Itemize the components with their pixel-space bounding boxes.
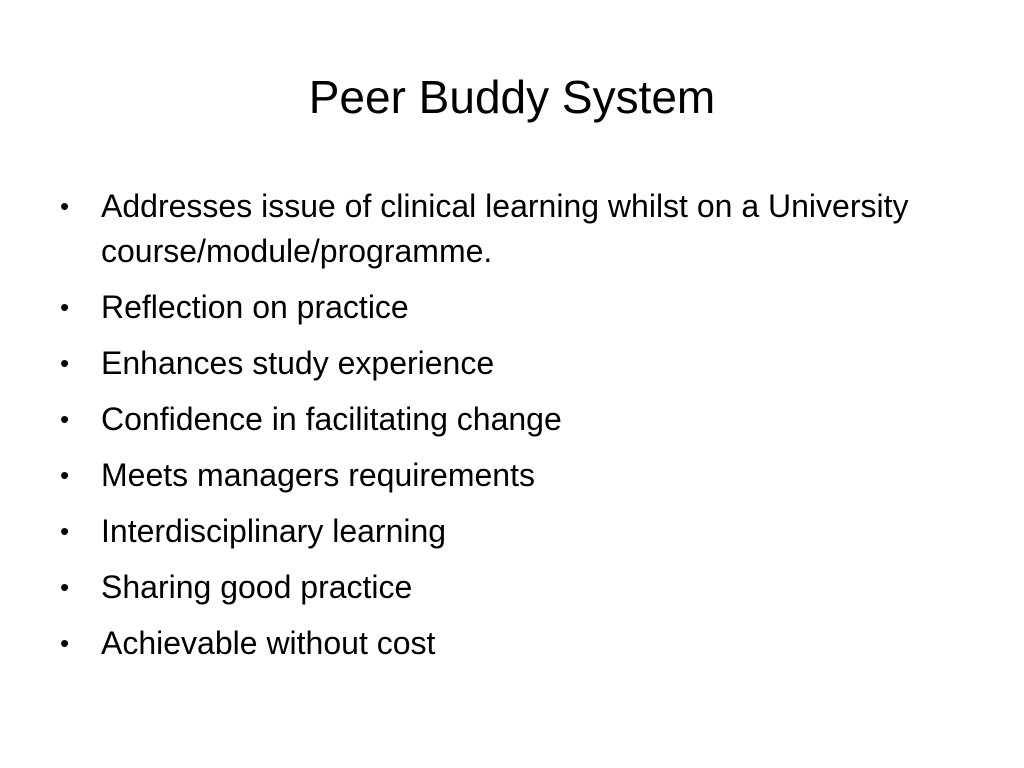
- list-item: [60, 184, 960, 274]
- bullet-text: Addresses issue of clinical learning whilst on a University course/module/programme.: [101, 188, 909, 269]
- bullet-icon: •: [60, 628, 70, 658]
- bullet-icon: •: [60, 191, 70, 221]
- bullet-icon: •: [60, 404, 70, 434]
- bullet-icon: •: [60, 348, 70, 378]
- list-item: [60, 397, 960, 442]
- bullet-text: Meets managers requirements: [101, 457, 535, 493]
- list-item: [60, 341, 960, 386]
- bullet-text: Sharing good practice: [101, 569, 413, 605]
- list-item: [60, 453, 960, 498]
- bullet-icon: •: [60, 572, 70, 602]
- bullet-list: [60, 184, 960, 677]
- slide-title: Peer Buddy System: [308, 71, 716, 123]
- bullet-icon: •: [60, 516, 70, 546]
- bullet-icon: •: [60, 460, 70, 490]
- bullet-text: Achievable without cost: [101, 625, 436, 661]
- list-item: [60, 621, 960, 666]
- list-item: [60, 509, 960, 554]
- bullet-text: Confidence in facilitating change: [101, 401, 562, 437]
- bullet-icon: •: [60, 292, 70, 322]
- bullet-text: Enhances study experience: [101, 345, 495, 381]
- list-item: [60, 285, 960, 330]
- list-item: [60, 565, 960, 610]
- bullet-text: Reflection on practice: [101, 289, 409, 325]
- bullet-text: Interdisciplinary learning: [101, 513, 447, 549]
